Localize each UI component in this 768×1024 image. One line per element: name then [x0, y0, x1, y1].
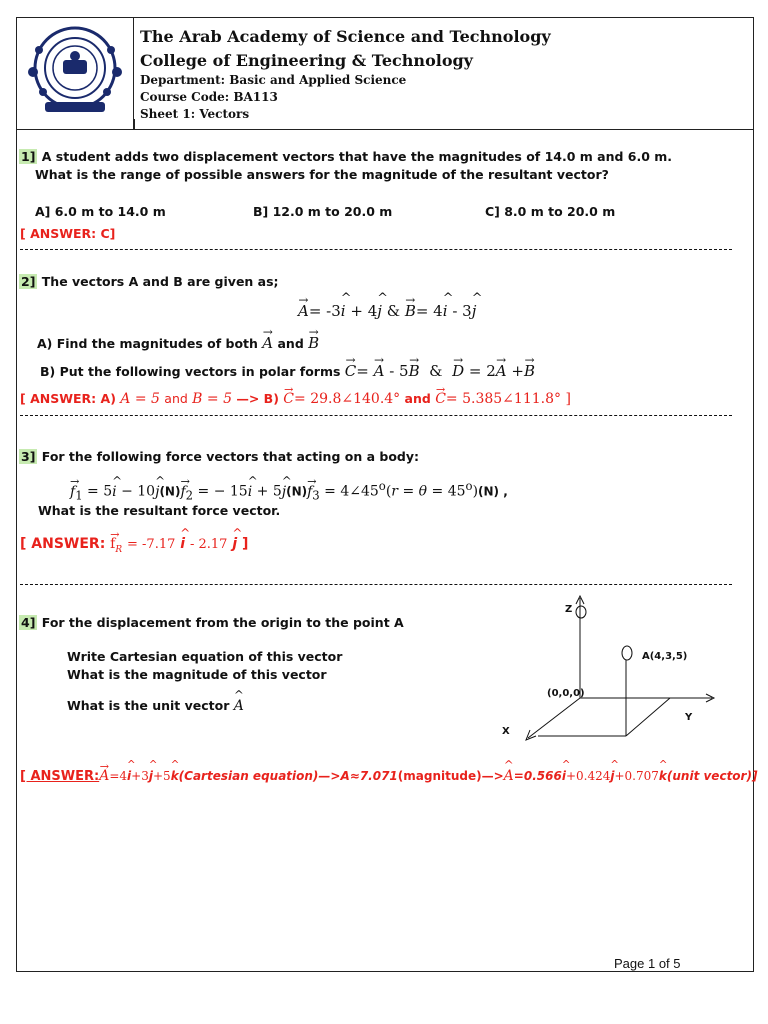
q4-answer-unit1: =0.566	[513, 769, 562, 783]
q3-intro: For the following force vectors that acting on a body:	[41, 449, 420, 464]
q2-answer-prefix: [ ANSWER:	[20, 391, 97, 406]
divider	[20, 249, 732, 250]
divider	[20, 584, 732, 585]
course-code: Course Code: BA113	[140, 90, 278, 104]
q4-answer-cartesian: (Cartesian equation)—>A≈7.071	[178, 769, 398, 783]
q1-option-c: C] 8.0 m to 20.0 m	[485, 204, 616, 219]
q2-answer-c2: = 5.385∠111.8° ]	[445, 391, 571, 407]
q2-part-a-and: and	[277, 336, 304, 351]
q4-item3-text: What is the unit vector	[67, 698, 230, 713]
page-number: Page 1 of 5	[614, 956, 681, 971]
q2-answer-a-val2: B = 5	[192, 391, 232, 407]
q2-part-b-text: B) Put the following vectors in polar forms	[40, 364, 341, 379]
q4-number: 4]	[21, 615, 36, 630]
q3-answer: [ ANSWER: → $f_R = -7.17$ ^ i - 2.17 ^ j ]	[20, 536, 248, 555]
y-axis-label: Y	[685, 712, 693, 723]
header	[16, 17, 754, 130]
q2-part-a: A) Find the magnitudes of both → A and → B	[37, 334, 319, 352]
q2-part-a-text: A) Find the magnitudes of both	[37, 336, 258, 351]
q4-intro: For the displacement from the origin to the point A	[41, 615, 404, 630]
q3-answer-end: ]	[242, 536, 249, 552]
q2-answer: [ ANSWER: A) A = 5 and B = 5 —> B) → C= 29.8∠140.4° and → C= 5.385∠111.8° ]	[20, 391, 571, 407]
q4-answer-eq: =4	[109, 769, 128, 783]
q4-answer-unit3: +0.707	[614, 769, 659, 783]
q3-force-vectors: → $f_1$ = 5^ i − 10^ $j(N)\to f_2$ = − 15^ i + 5^ $j(N)\to f_3$ = $4\angle 45^o(r = \theta = 45^o)(N)$ ,	[70, 479, 508, 502]
x-axis	[528, 698, 580, 738]
q1-answer: [ ANSWER: C]	[20, 226, 116, 241]
q2-answer-arrow: —> B)	[236, 391, 279, 406]
q1-line2: What is the range of possible answers for the magnitude of the resultant vector?	[35, 167, 609, 182]
q2-intro: The vectors A and B are given as;	[41, 274, 279, 289]
z-marker	[576, 606, 586, 618]
q4-answer: [ ANSWER:→ A=4^ i+3^ j+5^ k(Cartesian equation)—>A≈7.071(magnitude)—>^ A=0.566^ i+0.424^ j+0.707^ k(unit vector)]	[20, 768, 757, 784]
q4-answer-unit-end: (unit vector)]	[666, 769, 758, 783]
q3-answer-prefix: [ ANSWER:	[20, 536, 106, 552]
x-axis-label: X	[502, 726, 510, 737]
college-name: College of Engineering & Technology	[140, 51, 473, 70]
q2-number: 2]	[21, 274, 36, 289]
q1-line1	[19, 149, 672, 164]
q1-number: 1]	[21, 149, 36, 164]
academy-logo	[16, 17, 134, 129]
q2-part-b: B) Put the following vectors in polar forms → C= → A - 5→ B & → D = 2→ A +→ B	[40, 362, 535, 380]
axes-diagram	[490, 590, 730, 750]
q4-intro-line	[19, 615, 404, 630]
sheet-title: Sheet 1: Vectors	[140, 107, 250, 121]
q3-answer-val: = -7.17	[127, 537, 176, 552]
q4-item2: What is the magnitude of this vector	[67, 667, 327, 682]
institution-name: The Arab Academy of Science and Technology	[140, 27, 551, 46]
q2-answer-c1: = 29.8∠140.4°	[294, 391, 401, 407]
q2-answer-a-val1: A = 5	[120, 391, 160, 407]
q4-item1: Write Cartesian equation of this vector	[67, 649, 343, 664]
origin-label: (0,0,0)	[547, 688, 585, 699]
q4-answer-p3: +5	[152, 769, 171, 783]
x-axis-arrow	[526, 730, 536, 740]
q4-item3: What is the unit vector ^ A	[67, 698, 244, 714]
q3-question: What is the resultant force vector.	[38, 503, 281, 518]
q4-answer-unit2: +0.424	[565, 769, 611, 783]
projection-y-line	[626, 698, 670, 736]
q2-answer-and1: and	[164, 391, 188, 406]
header-divider	[134, 119, 135, 130]
z-axis-label: Z	[565, 604, 573, 615]
q3-answer-mid: - 2.17	[189, 537, 228, 552]
q4-answer-magnitude: (magnitude)—>	[397, 769, 504, 783]
q2-answer-and2: and	[404, 391, 431, 406]
q2-answer-a: A)	[100, 391, 116, 406]
q1-option-b: B] 12.0 m to 20.0 m	[253, 204, 393, 219]
point-a-label: A(4,3,5)	[642, 651, 688, 662]
q4-answer-p2: +3	[131, 769, 149, 783]
q3-intro-line	[19, 449, 419, 464]
divider	[20, 415, 732, 416]
point-a-marker	[622, 646, 632, 660]
q3-number: 3]	[21, 449, 36, 464]
q1-text: A student adds two displacement vectors that have the magnitudes of 14.0 m and 6.0 m.	[41, 149, 673, 164]
q4-answer-prefix: [ ANSWER:	[20, 769, 100, 784]
q2-vector-definitions: → A= -3^ i + 4^ j & → B= 4^ i - 3^ j	[298, 302, 476, 320]
department: Department: Basic and Applied Science	[140, 73, 407, 87]
q1-option-a: A] 6.0 m to 14.0 m	[35, 204, 166, 219]
q2-intro-line	[19, 274, 279, 289]
academy-logo-icon	[21, 22, 129, 122]
